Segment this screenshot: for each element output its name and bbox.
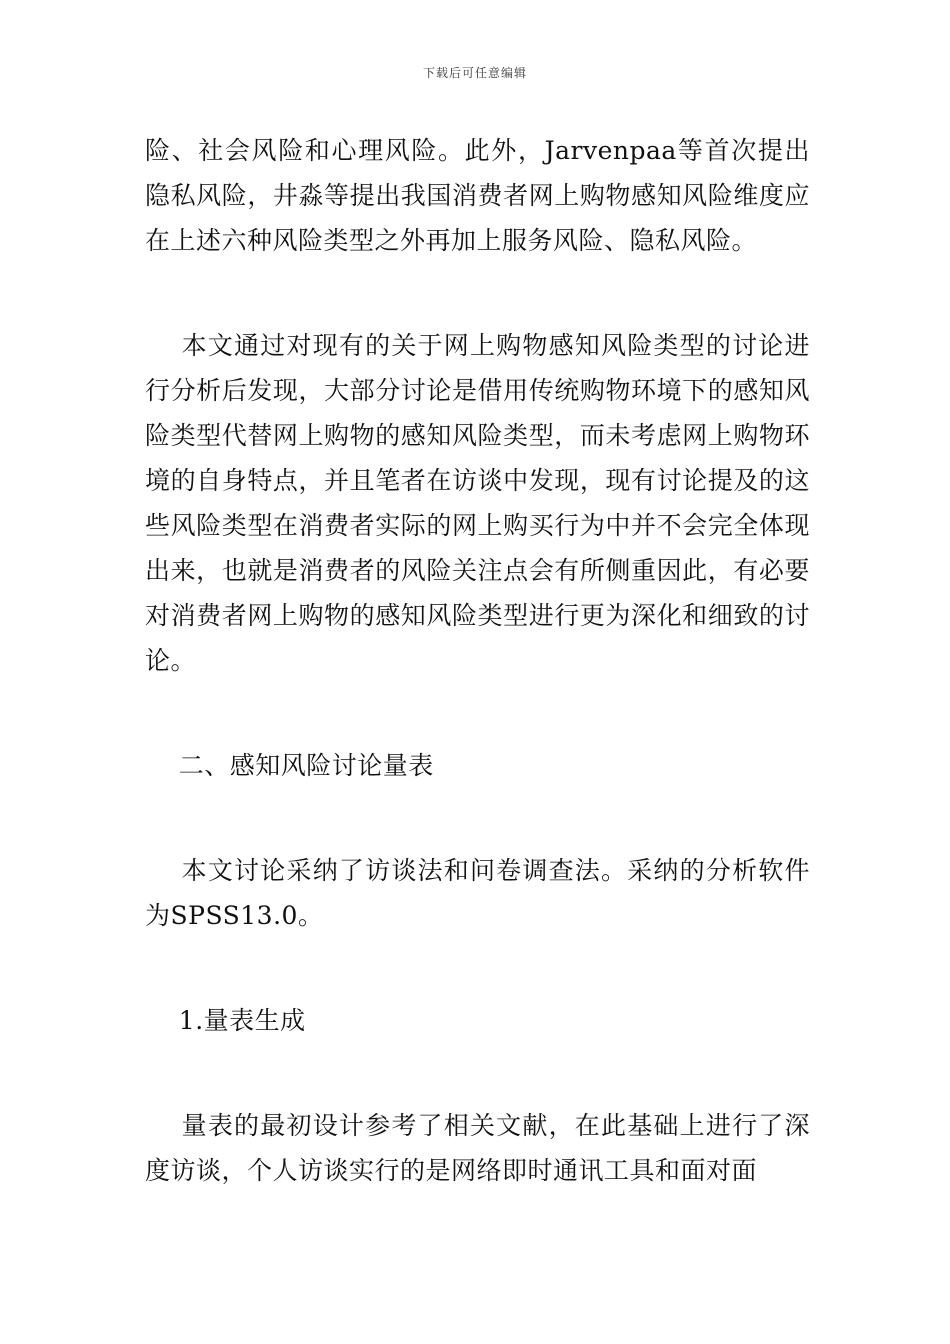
paragraph-analysis: 本文通过对现有的关于网上购物感知风险类型的讨论进行分析后发现，大部分讨论是借用传统购物环境下的感知风险类型代替网上购物的感知风险类型，而未考虑网上购物环境的自身特点，并且笔者在访谈中发现，现有讨论提及的这些风险类型在消费者实际的网上购买行为中并不会完全体现出来，也就是消费者的风险关注点会有所侧重因此，有必要对消费者网上购物的感知风险类型进行更为深化和细致的讨论。 [145,331,810,675]
paragraph-methods: 本文讨论采纳了访谈法和问卷调查法。采纳的分析软件为SPSS13.0。 [145,856,810,930]
section-heading-scale: 二、感知风险讨论量表 [145,751,434,780]
paragraph-spacer [145,1043,810,1103]
subsection-heading-scale-generation: 1.量表生成 [145,1006,306,1035]
paragraph-spacer [145,683,810,743]
paragraph-spacer [145,263,810,323]
page-header: 下载后可任意编辑 [422,66,527,80]
paragraph-scale-design: 量表的最初设计参考了相关文献，在此基础上进行了深度访谈，个人访谈实行的是网络即时通讯工具和面对面 [145,1111,810,1185]
paragraph-spacer [145,938,810,998]
paragraph-spacer [145,788,810,848]
paragraph-risk-types: 险、社会风险和心理风险。此外，Jarvenpaa等首次提出隐私风险，井淼等提出我国消费者网上购物感知风险维度应在上述六种风险类型之外再加上服务风险、隐私风险。 [145,136,810,255]
document-body [145,128,810,1193]
